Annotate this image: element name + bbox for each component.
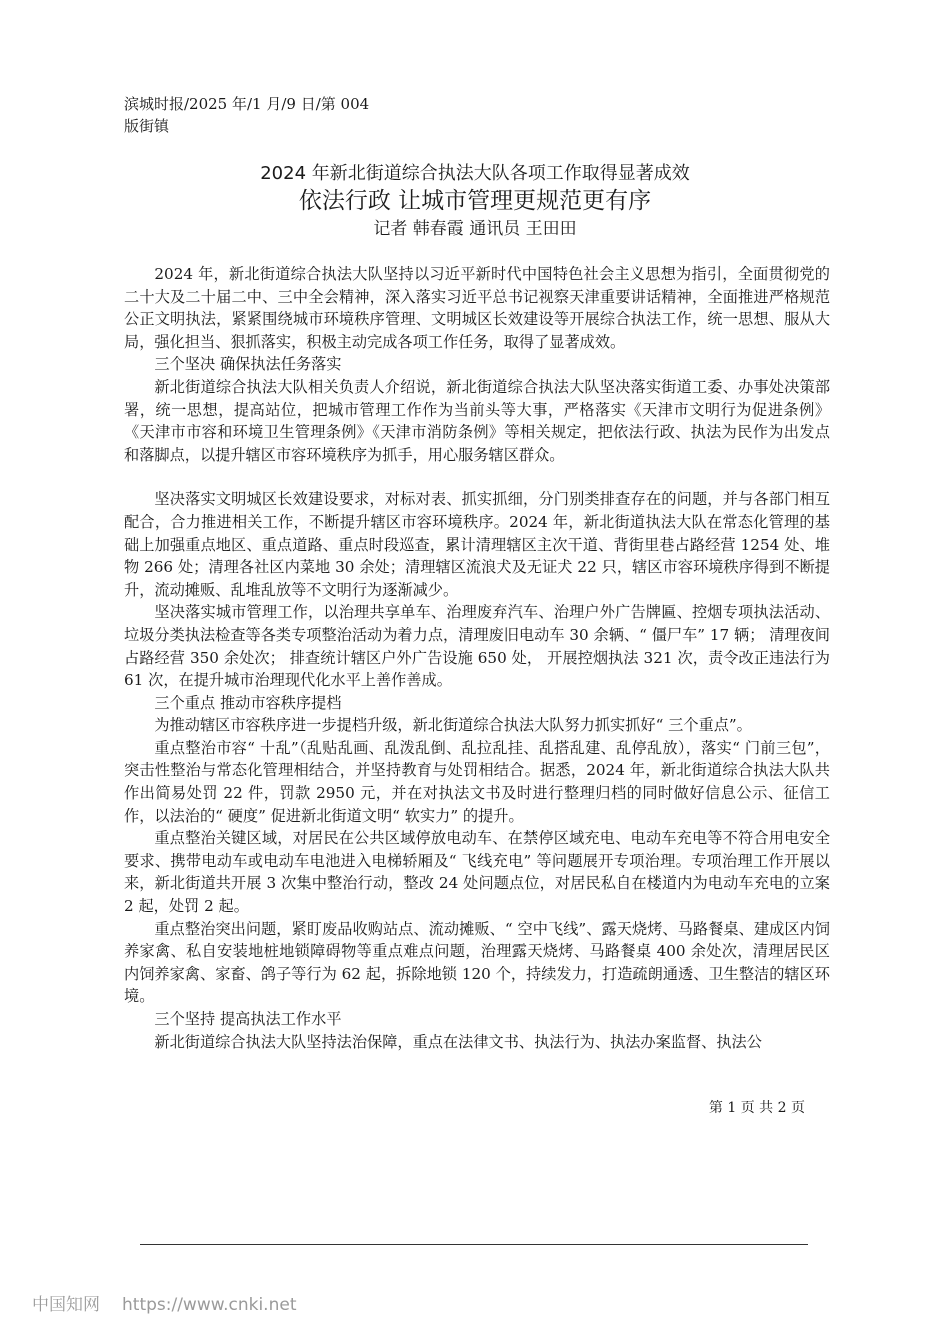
paragraph: 重点整治关键区域，对居民在公共区域停放电动车、在禁停区域充电、电动车充电等不符合用电安全要求、携带电动车或电动车电池进入电梯轿厢及“ 飞线充电” 等问题展开专项治理。专项治理工作开展以来，新北街道共开展 3 次集中整治行动，整改 24 处问题点位，对居民私自在楼道内为电动车充电的立案 2 起，处罚 2 起。: [124, 829, 830, 916]
paragraph: 坚决落实文明城区长效建设要求，对标对表、抓实抓细，分门别类排查存在的问题，并与各部门相互配合，合力推进相关工作，不断提升辖区市容环境秩序。2024 年，新北街道执法大队在常态化管理的基础上加强重点地区、重点道路、重点时段巡查，累计清理辖区主次干道、背街里巷占路经营 1254 处、堆物 266 处；清理各社区内菜地 30 余处；清理辖区流浪犬及无证犬 22 只，辖区市容环境秩序得到不断提升，流动摊贩、乱堆乱放等不文明行为逐渐减少。: [124, 490, 830, 599]
paragraph: 重点整治市容“ 十乱”（乱贴乱画、乱泼乱倒、乱拉乱挂、乱搭乱建、乱停乱放），落实“ 门前三包”，突击性整治与常态化管理相结合，并坚持教育与处罚相结合。据悉，2024 年，新北街道综合执法大队共作出简易处罚 22 件，罚款 2950 元，并在对执法文书及时进行整理归档的同时做好信息公示、征信工作，以法治的“ 硬度” 促进新北街道文明“ 软实力” 的提升。: [124, 738, 830, 825]
paragraph-gap: [124, 466, 830, 488]
article-subtitle: 2024 年新北街道综合执法大队各项工作取得显著成效: [260, 163, 690, 184]
article-byline: 记者 韩春霞 通讯员 王田田: [373, 219, 577, 239]
watermark-brand: 中国知网: [32, 1295, 100, 1315]
section-heading: 三个坚持 提高执法工作水平: [154, 1010, 342, 1028]
source-info: [124, 93, 424, 137]
paragraph: 重点整治突出问题，紧盯废品收购站点、流动摊贩、“ 空中飞线”、露天烧烤、马路餐桌、建成区内饲养家禽、私自安装地桩地锁障碍物等重点难点问题，治理露天烧烤、马路餐桌 400 余处次，清理居民区内饲养家禽、家畜、鸽子等行为 62 起，拆除地锁 120 个，持续发力，打造疏朗通透、卫生整洁的辖区环境。: [124, 919, 830, 1006]
page-number: 第 1 页 共 2 页: [708, 1100, 805, 1116]
article-header: [0, 162, 950, 241]
cnki-watermark: [32, 1293, 296, 1317]
article-body: [124, 263, 830, 1053]
paragraph: 2024 年，新北街道综合执法大队坚持以习近平新时代中国特色社会主义思想为指引，全面贯彻党的二十大及二十届二中、三中全会精神，深入落实习近平总书记视察天津重要讲话精神，全面推进严格规范公正文明执法，紧紧围绕城市环境秩序管理、文明城区长效建设等开展综合执法工作，统一思想、服从大局，强化担当、狠抓落实，积极主动完成各项工作任务，取得了显著成效。: [124, 265, 830, 351]
paragraph: 新北街道综合执法大队坚持法治保障，重点在法律文书、执法行为、执法办案监督、执法公: [154, 1032, 762, 1051]
section-heading: 三个重点 推动市容秩序提档: [154, 693, 342, 712]
footer-divider: [140, 1244, 808, 1245]
paragraph: 新北街道综合执法大队相关负责人介绍说，新北街道综合执法大队坚决落实街道工委、办事处决策部署，统一思想，提高站位，把城市管理工作作为当前头等大事，严格落实《天津市文明行为促进条例》《天津市市容和环境卫生管理条例》《天津市消防条例》等相关规定，把依法行政、执法为民作为出发点和落脚点，以提升辖区市容环境秩序为抓手，用心服务辖区群众。: [124, 377, 830, 464]
source-line-1: 滨城时报/2025 年/1 月/9 日/第 004: [124, 95, 370, 113]
paragraph: 为推动辖区市容秩序进一步提档升级，新北街道综合执法大队努力抓实抓好“ 三个重点”。: [154, 716, 752, 735]
paragraph: 坚决落实城市管理工作，以治理共享单车、治理废弃汽车、治理户外广告牌匾、控烟专项执法活动、垃圾分类执法检查等各类专项整治活动为着力点，清理废旧电动车 30 余辆、“ 僵尸车” 17 辆； 清理夜间占路经营 350 余处次； 排查统计辖区户外广告设施 650 处， 开展控烟执法 321 次，责令改正违法行为 61 次，在提升城市治理现代化水平上善作善成。: [124, 603, 830, 690]
watermark-url[interactable]: https://www.cnki.net: [122, 1295, 297, 1315]
source-line-2: 版街镇: [124, 117, 170, 135]
article-title: 依法行政 让城市管理更规范更有序: [298, 188, 652, 214]
section-heading: 三个坚决 确保执法任务落实: [154, 355, 342, 374]
